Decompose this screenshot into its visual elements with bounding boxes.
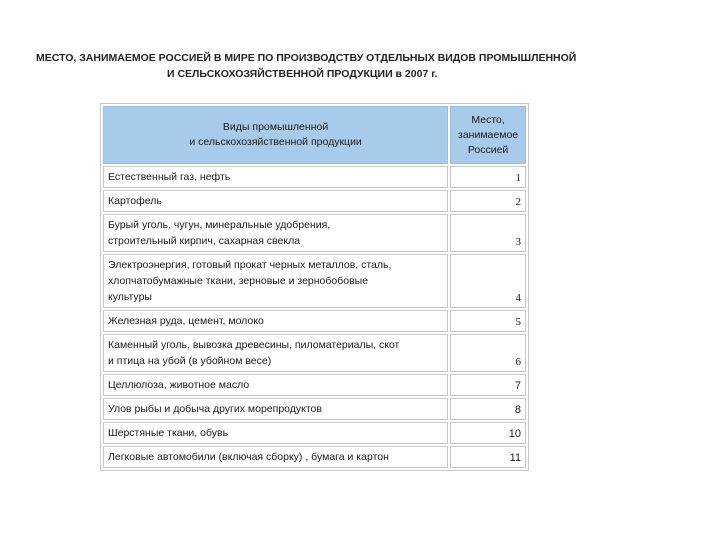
table-row — [103, 190, 526, 212]
product-cell: Бурый уголь, чугун, минеральные удобрения, строительный кирпич, сахарная свекла — [103, 214, 448, 252]
table-row — [103, 166, 526, 188]
product-cell: Шерстяные ткани, обувь — [103, 422, 448, 444]
table-row — [103, 214, 526, 252]
page-title — [36, 50, 676, 82]
ranking-table — [101, 104, 528, 470]
product-cell: Каменный уголь, вывозка древесины, пиломатериалы, скот и птица на убой (в убойном весе) — [103, 334, 448, 372]
table-row — [103, 446, 526, 468]
header-russia-rank: Место, занимаемое Россией — [450, 106, 526, 164]
table-row — [103, 254, 526, 308]
rank-cell: 1 — [450, 166, 526, 188]
table-row — [103, 334, 526, 372]
rank-cell: 2 — [450, 190, 526, 212]
product-cell: Картофель — [103, 190, 448, 212]
rank-cell: 10 — [450, 422, 526, 444]
rank-cell: 4 — [450, 254, 526, 308]
table-header-row — [103, 106, 526, 164]
ranking-table-container — [100, 103, 529, 471]
header-product-types: Виды промышленной и сельскохозяйственной продукции — [103, 106, 448, 164]
product-cell: Железная руда, цемент, молоко — [103, 310, 448, 332]
table-row — [103, 374, 526, 396]
table-row — [103, 310, 526, 332]
rank-cell: 3 — [450, 214, 526, 252]
product-cell: Естественный газ, нефть — [103, 166, 448, 188]
table-row — [103, 398, 526, 420]
rank-cell: 7 — [450, 374, 526, 396]
product-cell: Легковые автомобили (включая сборку) , бумага и картон — [103, 446, 448, 468]
product-cell: Электроэнергия, готовый прокат черных металлов, сталь, хлопчатобумажные ткани, зерновые и зернобобовые культуры — [103, 254, 448, 308]
table-row — [103, 422, 526, 444]
title-line-1: МЕСТО, ЗАНИМАЕМОЕ РОССИЕЙ В МИРЕ ПО ПРОИЗВОДСТВУ ОТДЕЛЬНЫХ ВИДОВ ПРОМЫШЛЕННОЙ — [36, 52, 577, 64]
rank-cell: 6 — [450, 334, 526, 372]
rank-cell: 8 — [450, 398, 526, 420]
rank-cell: 11 — [450, 446, 526, 468]
title-line-2: И СЕЛЬСКОХОЗЯЙСТВЕННОЙ ПРОДУКЦИИ в 2007 г. — [167, 68, 438, 80]
product-cell: Целлюлоза, животное масло — [103, 374, 448, 396]
product-cell: Улов рыбы и добыча других морепродуктов — [103, 398, 448, 420]
rank-cell: 5 — [450, 310, 526, 332]
